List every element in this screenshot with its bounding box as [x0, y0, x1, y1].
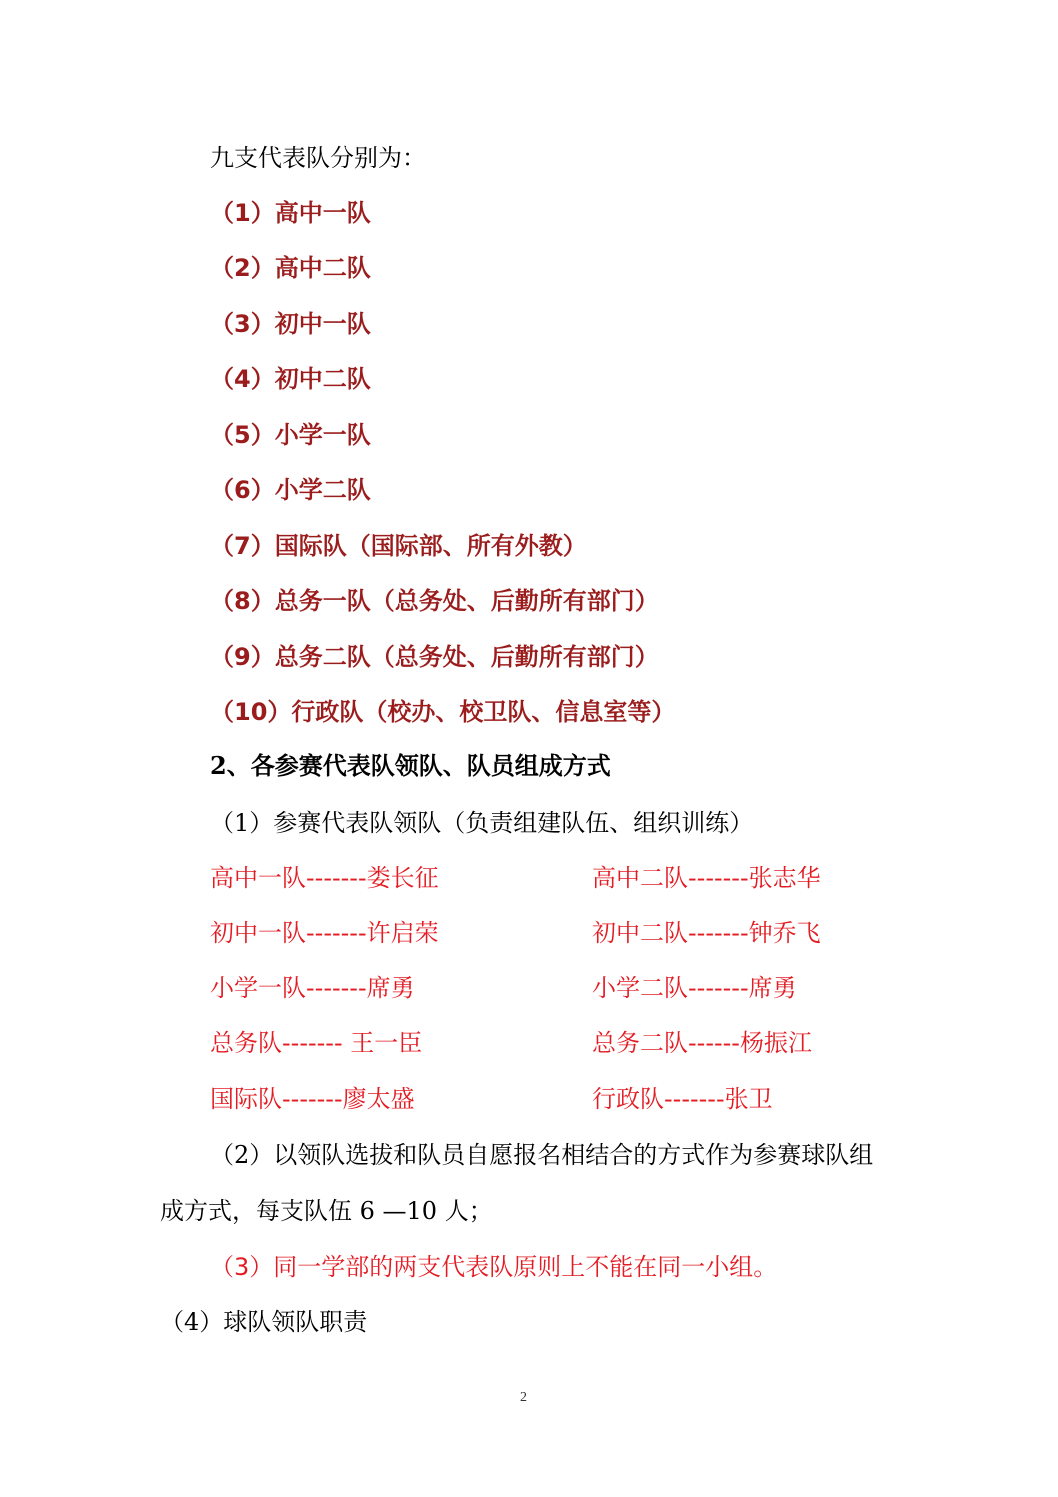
leader-left-3: 小学一队-------席勇: [210, 974, 415, 1002]
team-item-6: （6）小学二队: [210, 476, 371, 504]
intro-text: 九支代表队分别为：: [210, 144, 426, 172]
paragraph-2-line-1: （2）以领队选拔和队员自愿报名相结合的方式作为参赛球队组: [210, 1141, 874, 1169]
leader-left-2: 初中一队-------许启荣: [210, 919, 439, 947]
team-item-7: （7）国际队（国际部、所有外教）: [210, 532, 587, 560]
team-item-10: （10）行政队（校办、校卫队、信息室等）: [210, 698, 676, 726]
section-heading: 2、各参赛代表队领队、队员组成方式: [210, 751, 611, 780]
leader-left-4: 总务队------- 王一臣: [210, 1029, 423, 1057]
team-item-4: （4）初中二队: [210, 365, 371, 393]
page-number: 2: [520, 1390, 527, 1405]
team-item-9: （9）总务二队（总务处、后勤所有部门）: [210, 643, 659, 671]
leader-left-5: 国际队-------廖太盛: [210, 1085, 415, 1113]
leader-right-3: 小学二队-------席勇: [592, 974, 797, 1002]
leader-right-5: 行政队-------张卫: [592, 1085, 773, 1113]
leader-right-2: 初中二队-------钟乔飞: [592, 919, 821, 947]
leader-heading: （1）参赛代表队领队（负责组建队伍、组织训练）: [210, 809, 754, 837]
paragraph-4: （4）球队领队职责: [160, 1308, 368, 1336]
team-item-5: （5）小学一队: [210, 421, 371, 449]
leader-right-4: 总务二队------杨振江: [592, 1029, 812, 1057]
paragraph-2-line-2: 成方式，每支队伍 6 —10 人；: [160, 1197, 493, 1225]
leader-left-1: 高中一队-------娄长征: [210, 864, 439, 892]
leader-right-1: 高中二队-------张志华: [592, 864, 821, 892]
team-item-1: （1）高中一队: [210, 199, 371, 227]
team-item-3: （3）初中一队: [210, 310, 371, 338]
team-item-8: （8）总务一队（总务处、后勤所有部门）: [210, 587, 659, 615]
team-item-2: （2）高中二队: [210, 254, 371, 282]
paragraph-3: （3）同一学部的两支代表队原则上不能在同一小组。: [210, 1253, 778, 1281]
